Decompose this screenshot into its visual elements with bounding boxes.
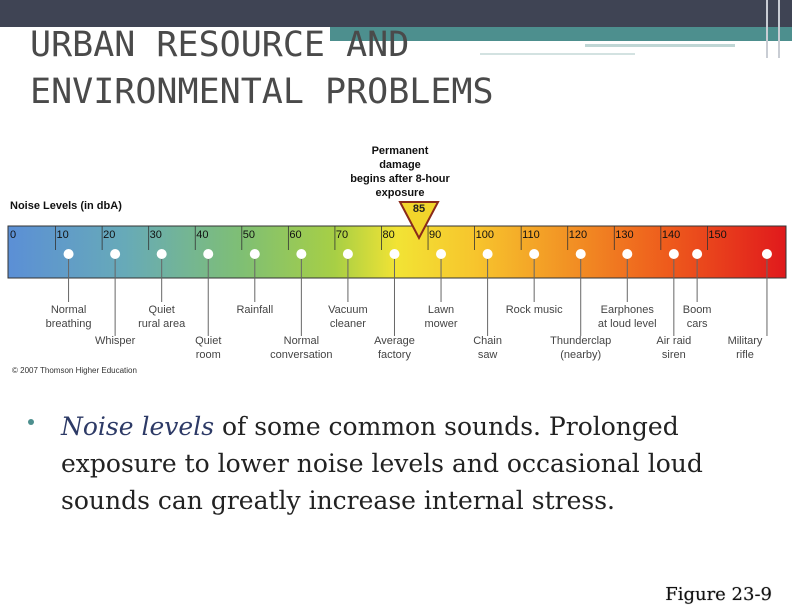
sound-label-line: Normal — [283, 335, 320, 347]
bullet-text — [61, 408, 728, 519]
sound-marker-dot — [157, 249, 167, 259]
scale-tick-label: 40 — [196, 229, 209, 241]
scale-tick-label: 60 — [289, 229, 302, 241]
sound-marker-dot — [692, 249, 702, 259]
decorative-line — [778, 0, 780, 58]
sound-label-line: Thunderclap — [550, 335, 612, 347]
scale-tick-label: 110 — [522, 229, 540, 241]
sound-label-line: Normal — [50, 304, 87, 316]
damage-note-line: exposure — [375, 187, 425, 199]
scale-tick-label: 20 — [103, 229, 116, 241]
sound-label-line: siren — [661, 349, 686, 361]
sound-label-line: Boom — [682, 304, 712, 316]
sound-label — [652, 303, 742, 331]
scale-tick-label: 120 — [568, 229, 588, 241]
sound-label-line: Air raid — [656, 335, 692, 347]
sound-marker-dot — [250, 249, 260, 259]
sound-label-line: Rock music — [505, 304, 563, 316]
sound-label — [163, 334, 253, 362]
bullet-emphasis: Noise levels — [61, 412, 215, 441]
sound-label-line: factory — [377, 349, 411, 361]
sound-label — [396, 303, 486, 331]
decorative-line — [766, 0, 768, 58]
sound-marker-dot — [762, 249, 772, 259]
figure-caption: Figure 23-9 — [665, 584, 772, 605]
noise-level-figure — [0, 140, 792, 380]
slide-title — [30, 22, 494, 116]
sound-label-line: (nearby) — [560, 349, 602, 361]
sound-label-line: Earphones — [600, 304, 654, 316]
sound-label-line: Rainfall — [236, 304, 274, 316]
sound-marker-dot — [296, 249, 306, 259]
scale-tick-label: 50 — [242, 229, 256, 241]
sound-label-line: Quiet — [195, 335, 222, 347]
sound-marker-dot — [529, 249, 539, 259]
sound-label-line: Lawn — [427, 304, 455, 316]
damage-note-line: begins after 8-hour — [350, 173, 450, 185]
sound-marker-dot — [576, 249, 586, 259]
sound-label — [70, 334, 160, 348]
bullet-icon — [28, 419, 34, 425]
sound-marker-dot — [483, 249, 493, 259]
scale-tick-label: 150 — [708, 229, 727, 241]
bullet-body: of some common sounds. Prolonged exposure to lower noise levels and occasional loud sounds can greatly increase internal stress. — [61, 412, 703, 515]
scale-tick-label: 30 — [149, 229, 162, 241]
sound-marker-dot — [343, 249, 353, 259]
sound-marker-dot — [622, 249, 632, 259]
sound-marker-dot — [436, 249, 446, 259]
title-line: URBAN RESOURCE AND — [30, 25, 410, 65]
scale-tick-label: 130 — [615, 229, 634, 241]
scale-tick-label: 70 — [335, 229, 349, 241]
sound-label-line: Chain — [473, 335, 502, 347]
sound-label-line: rural area — [138, 318, 186, 330]
sound-label-line: rifle — [736, 349, 754, 361]
sound-label-line: cars — [686, 318, 708, 330]
sound-marker-dot — [203, 249, 213, 259]
sound-label — [489, 303, 579, 317]
title-line: ENVIRONMENTAL PROBLEMS — [30, 72, 494, 112]
sound-label-line: saw — [477, 349, 498, 361]
sound-label — [349, 334, 439, 362]
scale-tick-label: 10 — [56, 229, 69, 241]
bullet-point — [28, 408, 728, 519]
sound-label-line: cleaner — [329, 318, 366, 330]
sound-label — [24, 303, 114, 331]
sound-label-line: Quiet — [148, 304, 175, 316]
sound-label — [700, 334, 790, 362]
sound-label — [536, 334, 626, 362]
sound-label-line: room — [195, 349, 221, 361]
sound-label — [210, 303, 300, 317]
scale-label: Noise Levels (in dbA) — [10, 200, 122, 212]
sound-label-line: mower — [424, 318, 458, 330]
sound-marker-dot — [110, 249, 120, 259]
sound-label-line: Vacuum — [328, 304, 368, 316]
sound-label-line: Military — [727, 335, 763, 347]
sound-label — [303, 303, 393, 331]
decorative-line — [585, 44, 735, 47]
sound-marker-dot — [64, 249, 74, 259]
sound-label-line: Whisper — [94, 335, 136, 347]
sound-label — [256, 334, 346, 362]
decorative-line — [480, 53, 635, 55]
sound-label-line: at loud level — [597, 318, 657, 330]
sound-marker-dot — [669, 249, 679, 259]
copyright-note: © 2007 Thomson Higher Education — [12, 366, 137, 375]
sound-marker-dot — [389, 249, 399, 259]
sound-label — [117, 303, 207, 331]
damage-level-value: 85 — [412, 203, 426, 215]
scale-tick-label: 90 — [429, 229, 442, 241]
scale-tick-label: 140 — [661, 229, 681, 241]
sound-label — [443, 334, 533, 362]
sound-label-line: conversation — [270, 349, 333, 361]
scale-tick-label: 80 — [382, 229, 395, 241]
sound-label-line: breathing — [45, 318, 92, 330]
damage-threshold-note — [350, 144, 450, 200]
scale-tick-label: 0 — [10, 229, 17, 241]
damage-note-line: Permanent damage — [371, 145, 429, 171]
scale-tick-label: 100 — [475, 229, 494, 241]
sound-label-line: Average — [374, 335, 415, 347]
